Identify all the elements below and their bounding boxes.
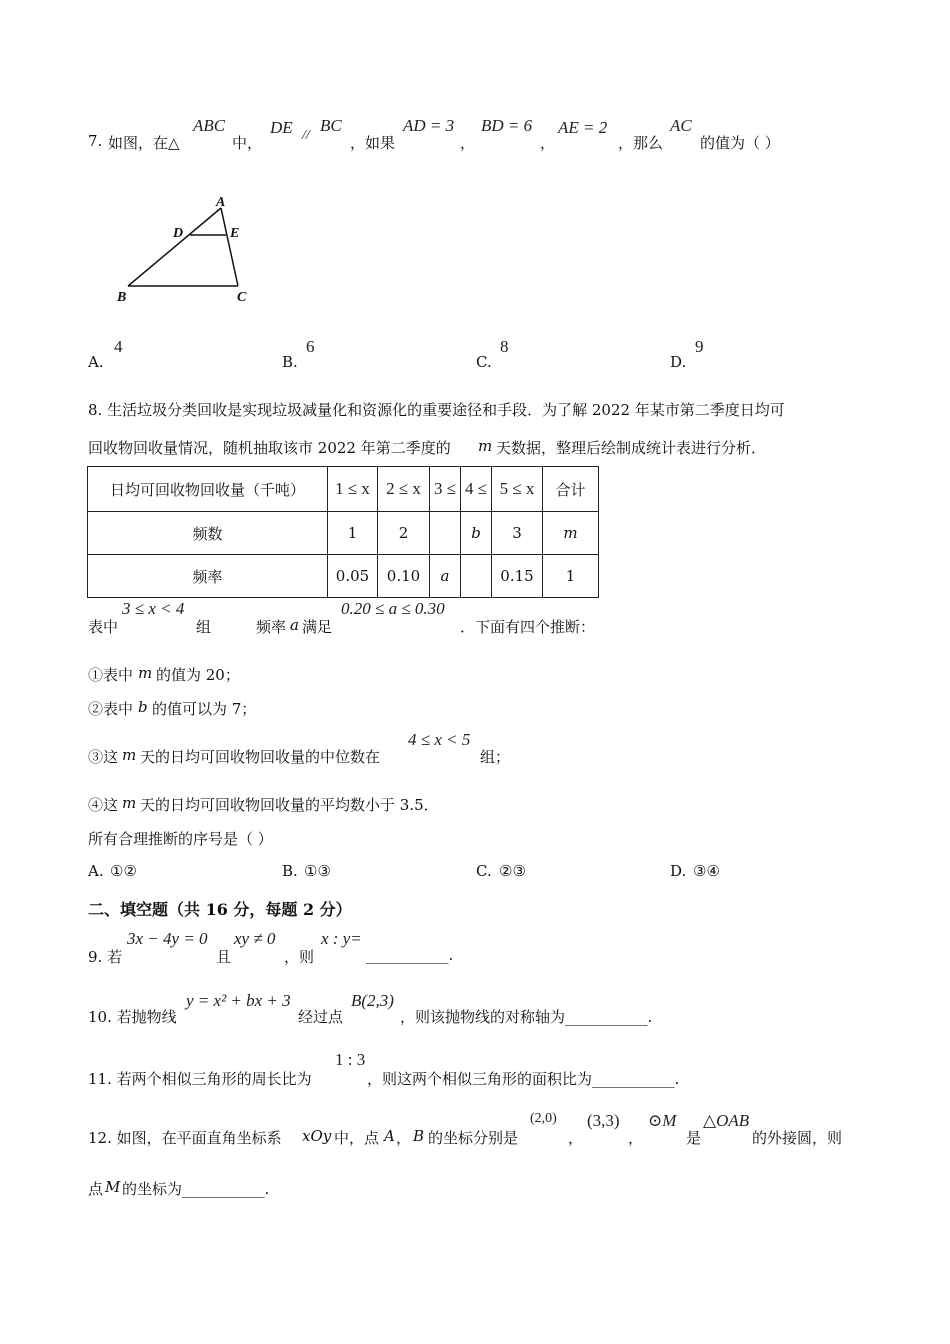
q8-option-b-label: B. [282, 862, 298, 880]
q10-text-b: 经过点 [298, 1008, 344, 1026]
q7-comma-1: ， [460, 134, 476, 152]
q7-segment-bc: BC [320, 116, 342, 135]
q7-comma-2: ， [540, 134, 556, 152]
q9-inequation: xy ≠ 0 [234, 929, 276, 948]
q12-circle-m: ⊙M [648, 1111, 677, 1130]
q8-header-3-4: 3 ≤ [433, 479, 457, 498]
q7-option-d-value: 9 [695, 337, 704, 356]
q12-point-b: B [413, 1127, 425, 1145]
q8-rate-2: 0.10 [378, 555, 430, 598]
q12-coord-b: (3,3) [587, 1111, 620, 1130]
q10-parabola-eq: y = x² + bx + 3 [186, 991, 291, 1010]
q8-rate-4 [461, 555, 492, 598]
q7-triangle-figure [110, 190, 260, 310]
q8-line-2a: 回收物回收量情况，随机抽取该市 2022 年第二季度的 [88, 439, 451, 457]
q12-comma-2: ， [628, 1129, 644, 1147]
q8-freq-5: 3 [492, 512, 543, 555]
q7-label-d: D [173, 226, 184, 241]
table-row [88, 555, 599, 598]
q8-cond-a-var: a [290, 616, 299, 634]
section-2-title: 二、填空题（共 16 分，每题 2 分） [88, 900, 352, 919]
q12-text-d: 是 [686, 1129, 702, 1147]
q8-freq-total: m [543, 512, 599, 555]
q12-text-a: 12. 如图，在平面直角坐标系 [88, 1129, 282, 1147]
q8-header-4-5: 4 ≤ [464, 479, 488, 498]
q7-label-c: C [237, 290, 247, 305]
q8-option-d-label: D. [670, 862, 687, 880]
q7-segment-ac: AC [670, 116, 692, 135]
q8-ask: 所有合理推断的序号是（ ） [88, 830, 273, 848]
q8-freq-1: 1 [328, 512, 378, 555]
q8-header-1-2: 1 ≤ x [335, 479, 370, 498]
q7-parallel-symbol: // [302, 128, 310, 143]
q7-option-b-label: B. [282, 353, 298, 371]
q8-cond-ineq: 0.20 ≤ a ≤ 0.30 [341, 599, 445, 618]
q8-option-c-value: ②③ [499, 862, 526, 880]
q12-xoy: xOy [302, 1127, 332, 1145]
q8-option-a-value: ①② [110, 862, 137, 880]
q7-bd-eq: BD = 6 [481, 116, 533, 135]
q8-inference-1b: 的值为 20； [156, 666, 240, 684]
q7-triangle-abc: ABC [193, 116, 226, 135]
q8-option-a-label: A. [88, 862, 104, 880]
q7-side-ab [128, 208, 221, 286]
q8-rate-1: 0.05 [328, 555, 378, 598]
q12-sep: ， [396, 1129, 412, 1147]
q10-text-c: ，则该抛物线的对称轴为___________. [400, 1008, 653, 1026]
q8-inference-2-b: b [138, 698, 148, 716]
q8-inference-3a: ③这 [88, 748, 119, 766]
q7-option-c-label: C. [476, 353, 492, 371]
q8-stats-table [87, 466, 599, 598]
q8-row-frequency-label: 频数 [88, 512, 328, 555]
q8-option-c-label: C. [476, 862, 492, 880]
q9-text-c: ，则 [284, 948, 315, 966]
q8-cond-d: 满足 [302, 618, 333, 636]
q7-side-ac [221, 208, 238, 286]
q8-option-b-value: ①③ [304, 862, 331, 880]
q8-header-quantity: 日均可回收物回收量（千吨） [88, 467, 328, 512]
q8-inference-3b: 天的日均可回收物回收量的中位数在 [140, 748, 381, 766]
q8-inference-2c: 的值可以为 7； [152, 700, 257, 718]
q11-text-b: ，则这两个相似三角形的面积比为___________. [367, 1070, 680, 1088]
q8-cond-b: 组 [196, 618, 212, 636]
q8-header-2-3: 2 ≤ x [386, 479, 421, 498]
q10-point-b: B(2,3) [351, 991, 394, 1010]
q8-rate-5: 0.15 [492, 555, 543, 598]
q8-inference-1-m: m [138, 664, 153, 682]
q8-inference-1a: ①表中 [88, 666, 134, 684]
q7-label-a: A [216, 195, 226, 210]
q8-freq-2: 2 [378, 512, 430, 555]
q9-text-b: 且 [216, 948, 232, 966]
q8-inference-4b: 天的日均可回收物回收量的平均数小于 3.5． [140, 796, 439, 814]
q7-label-e: E [230, 226, 240, 241]
q8-line-2-m: m [478, 437, 493, 455]
q7-text-1: 如图，在△ [108, 134, 180, 152]
q7-ad-eq: AD = 3 [403, 116, 455, 135]
q8-header-5-6: 5 ≤ x [499, 479, 535, 498]
q7-number: 7. [88, 132, 103, 150]
q7-option-a-value: 4 [114, 337, 123, 356]
q8-inference-4-m: m [122, 794, 137, 812]
q7-option-d-label: D. [670, 353, 687, 371]
q7-option-b-value: 6 [306, 337, 315, 356]
q8-cond-a: 表中 [88, 618, 119, 636]
q9-equation: 3x − 4y = 0 [127, 929, 208, 948]
q8-inference-3-range: 4 ≤ x < 5 [408, 730, 471, 749]
q9-answer-blank: ___________. [366, 946, 454, 964]
q7-text-5: 的值为（ ） [700, 134, 780, 152]
q7-label-b: B [117, 290, 127, 305]
q12-text-c: 的坐标分别是 [428, 1129, 519, 1147]
q8-inference-4a: ④这 [88, 796, 119, 814]
q8-inference-2a: ②表中 [88, 700, 134, 718]
q11-ratio: 1 : 3 [335, 1050, 366, 1069]
q8-header-total: 合计 [543, 467, 599, 512]
q8-rate-total: 1 [543, 555, 599, 598]
q7-text-2: 中， [232, 134, 263, 152]
table-row [88, 512, 599, 555]
q11-text-a: 11. 若两个相似三角形的周长比为 [88, 1070, 312, 1088]
table-row [88, 467, 599, 512]
q9-text-a: 9. 若 [88, 948, 123, 966]
q7-option-c-value: 8 [500, 337, 509, 356]
q7-text-3: ，如果 [350, 134, 396, 152]
q8-cond-e: ．下面有四个推断： [460, 618, 596, 636]
q10-text-a: 10. 若抛物线 [88, 1008, 177, 1026]
q7-option-a-label: A. [88, 353, 104, 371]
q8-cond-range: 3 ≤ x < 4 [122, 599, 185, 618]
q12-line-2b: 的坐标为___________. [122, 1180, 270, 1198]
q8-row-rate-label: 频率 [88, 555, 328, 598]
q12-line-2a: 点 [88, 1180, 104, 1198]
q8-line-1: 8. 生活垃圾分类回收是实现垃圾减量化和资源化的重要途径和手段．为了解 2022 年某市第二季度日均可 [88, 401, 785, 419]
q7-ae-eq: AE = 2 [558, 118, 608, 137]
q12-triangle-oab: △OAB [703, 1111, 750, 1130]
q8-inference-3c: 组； [480, 748, 511, 766]
q8-freq-3 [430, 512, 461, 555]
q12-point-a: A [384, 1127, 395, 1145]
q7-text-4: ，那么 [618, 134, 664, 152]
q9-ratio: x : y= [321, 929, 362, 948]
q8-line-2b: 天数据，整理后绘制成统计表进行分析． [496, 439, 767, 457]
q8-freq-4: b [461, 512, 492, 555]
q12-comma-1: ， [568, 1129, 584, 1147]
q7-segment-de: DE [270, 118, 293, 137]
q12-text-e: 的外接圆，则 [752, 1129, 843, 1147]
q8-rate-3: a [430, 555, 461, 598]
q8-inference-3-m: m [122, 746, 137, 764]
q12-coord-a: (2,0) [530, 1111, 557, 1126]
q8-cond-c: 频率 [256, 618, 287, 636]
q12-text-b: 中，点 [334, 1129, 380, 1147]
q8-option-d-value: ③④ [693, 862, 720, 880]
q12-line-2-m: M [105, 1178, 121, 1196]
